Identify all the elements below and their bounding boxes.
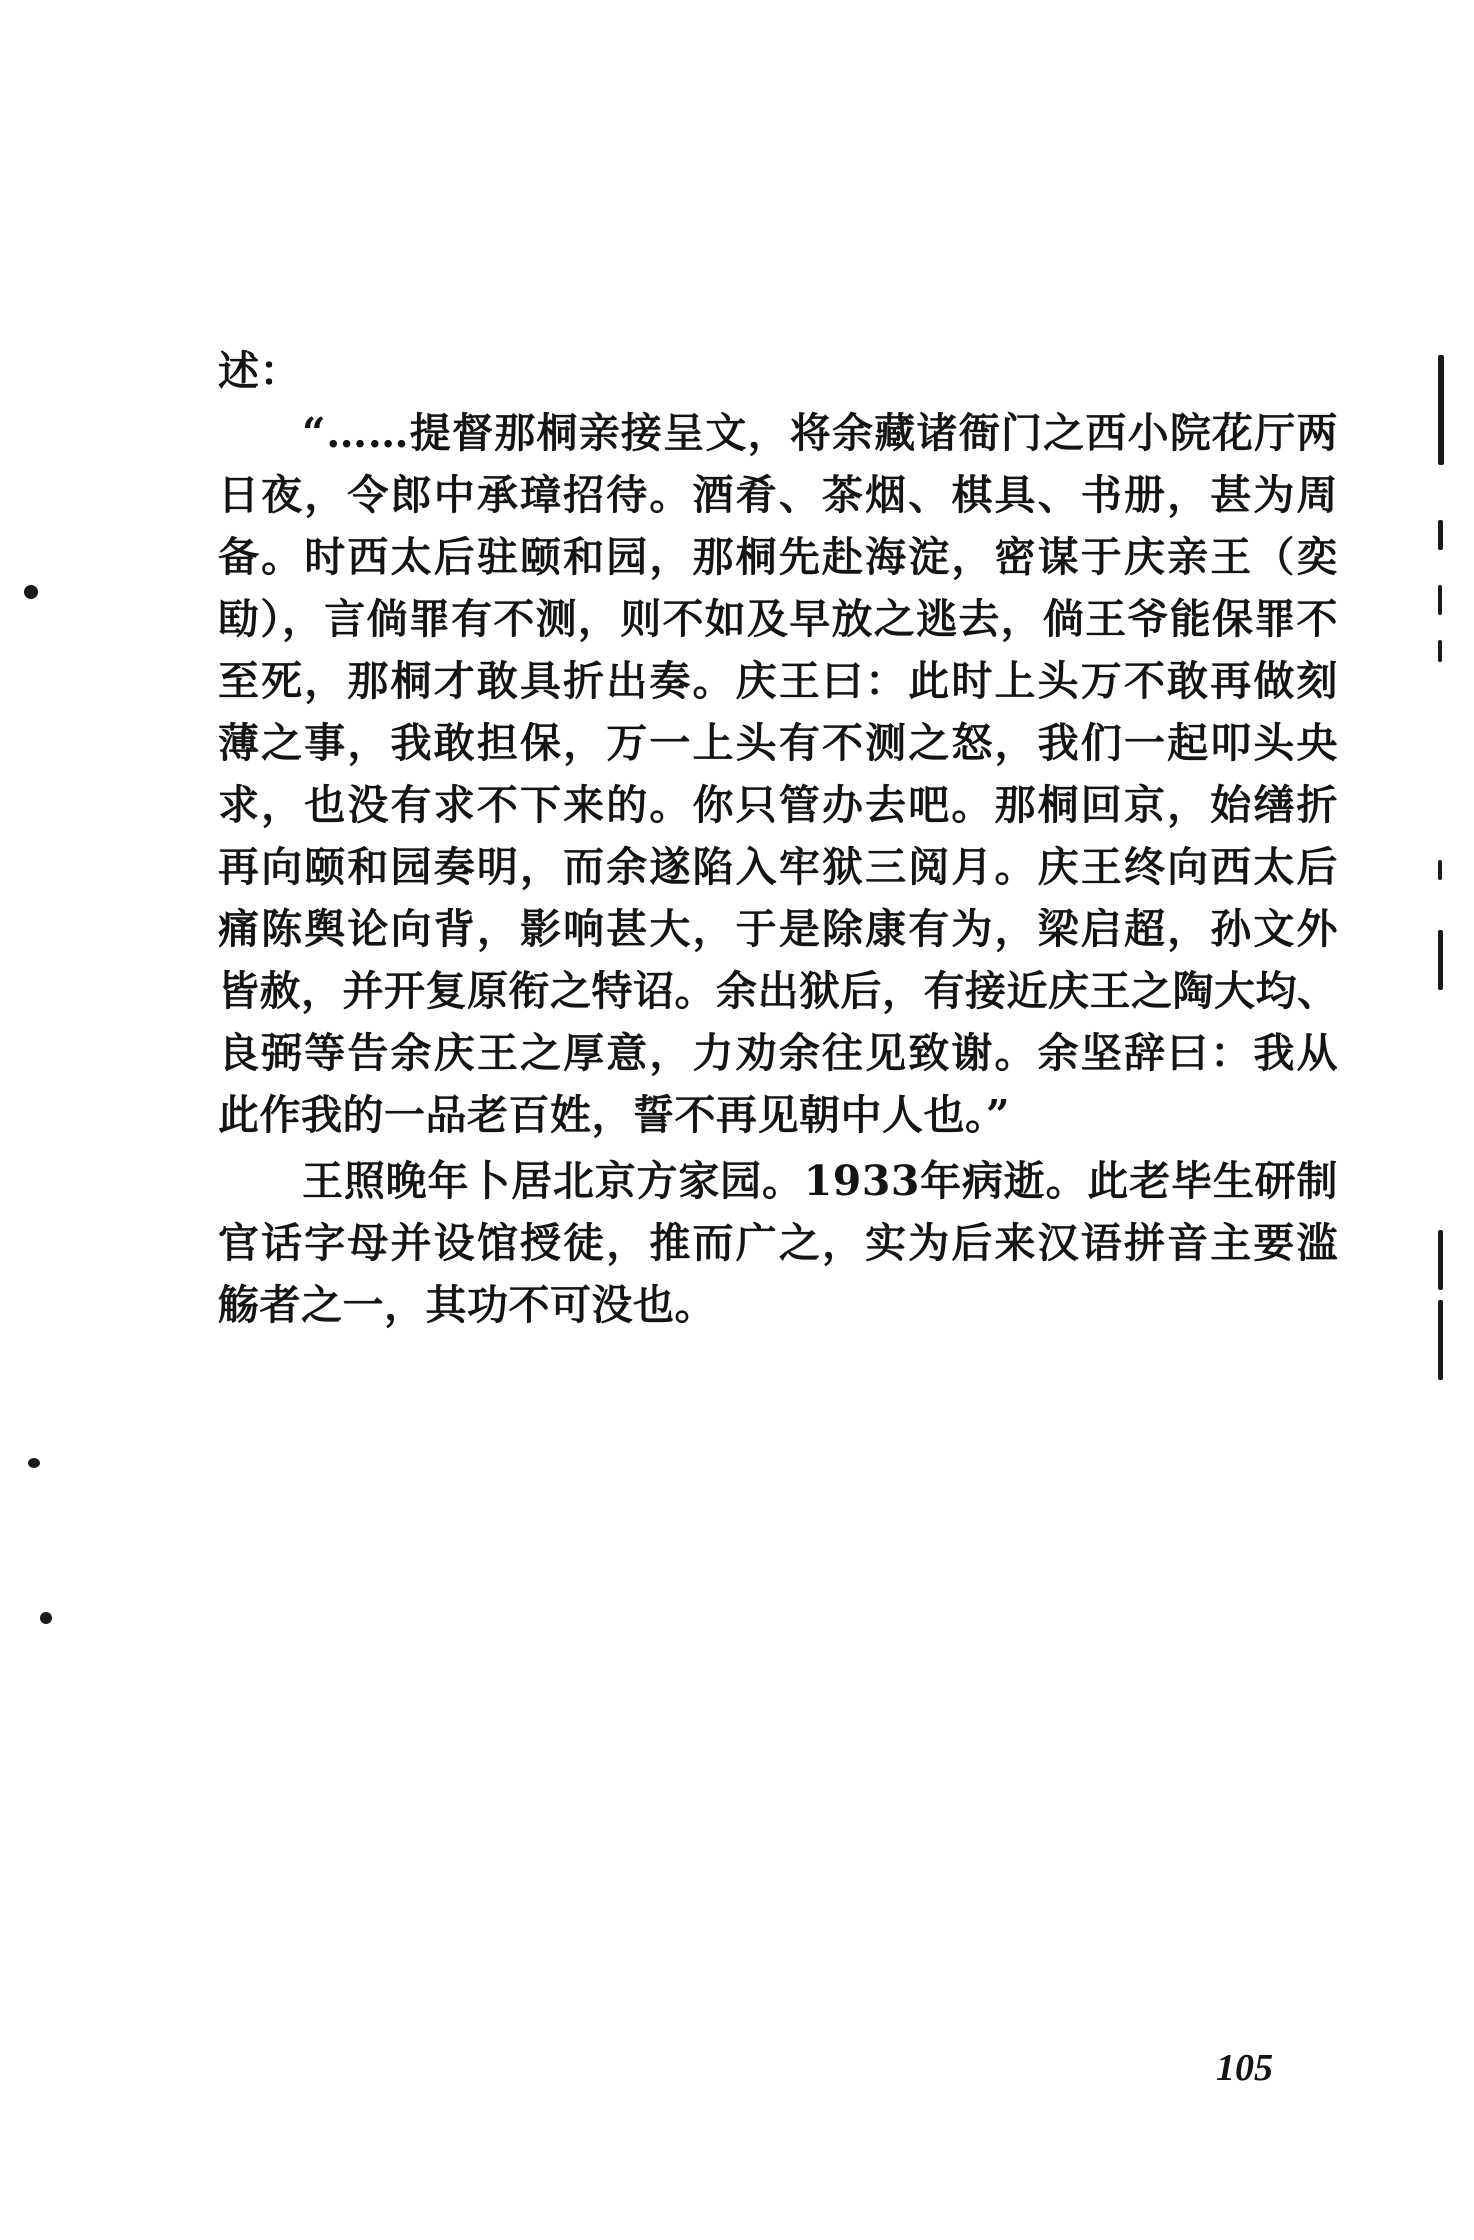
scan-mark [1438, 860, 1442, 880]
scan-mark [1438, 355, 1444, 465]
scan-spot [40, 1612, 52, 1624]
text-line: 觞者之一，其功不可没也。 [218, 1281, 716, 1329]
text-line: 再向颐和园奏明，而余遂陷入牢狱三阅月。庆王终向西太后 [218, 843, 1338, 891]
scan-mark [1438, 585, 1442, 615]
scan-spot [28, 1458, 40, 1468]
body-text [218, 340, 1338, 1336]
scan-mark [1438, 640, 1442, 662]
scan-mark [1438, 1300, 1443, 1380]
scan-spot [24, 585, 38, 599]
text-line: 痛陈舆论向背，影响甚大，于是除康有为，梁启超，孙文外 [218, 905, 1338, 953]
scan-mark [1438, 520, 1443, 550]
text-line: 劻），言倘罪有不测，则不如及早放之逃去，倘王爷能保罪不 [218, 595, 1338, 643]
text-line: 述： [218, 347, 301, 395]
text-line: 良弼等告余庆王之厚意，力劝余往见致谢。余坚辞曰：我从 [218, 1029, 1338, 1077]
text-line: 求，也没有求不下来的。你只管办去吧。那桐回京，始缮折 [218, 781, 1338, 829]
text-line: 备。时西太后驻颐和园，那桐先赴海淀，密谋于庆亲王（奕 [218, 533, 1338, 581]
text-line: 此作我的一品老百姓，誓不再见朝中人也。” [218, 1091, 1011, 1139]
text-line: 薄之事，我敢担保，万一上头有不测之怒，我们一起叩头央 [218, 719, 1338, 767]
text-line: 官话字母并设馆授徒，推而广之，实为后来汉语拼音主要滥 [218, 1219, 1338, 1267]
text-line: 至死，那桐才敢具折出奏。庆王曰：此时上头万不敢再做刻 [218, 657, 1338, 705]
scan-mark [1438, 930, 1443, 990]
text-line: “……提督那桐亲接呈文，将余藏诸衙门之西小院花厅两 [302, 409, 1338, 457]
text-line: 皆赦，并开复原衔之特诏。余出狱后，有接近庆王之陶大均、 [218, 967, 1339, 1015]
text-line: 日夜，令郎中承璋招待。酒肴、茶烟、棋具、书册，甚为周 [218, 471, 1338, 519]
page-number: 105 [1216, 2047, 1273, 2089]
scan-mark [1438, 1230, 1443, 1290]
text-line: 王照晚年卜居北京方家园。1933年病逝。此老毕生研制 [302, 1157, 1338, 1205]
